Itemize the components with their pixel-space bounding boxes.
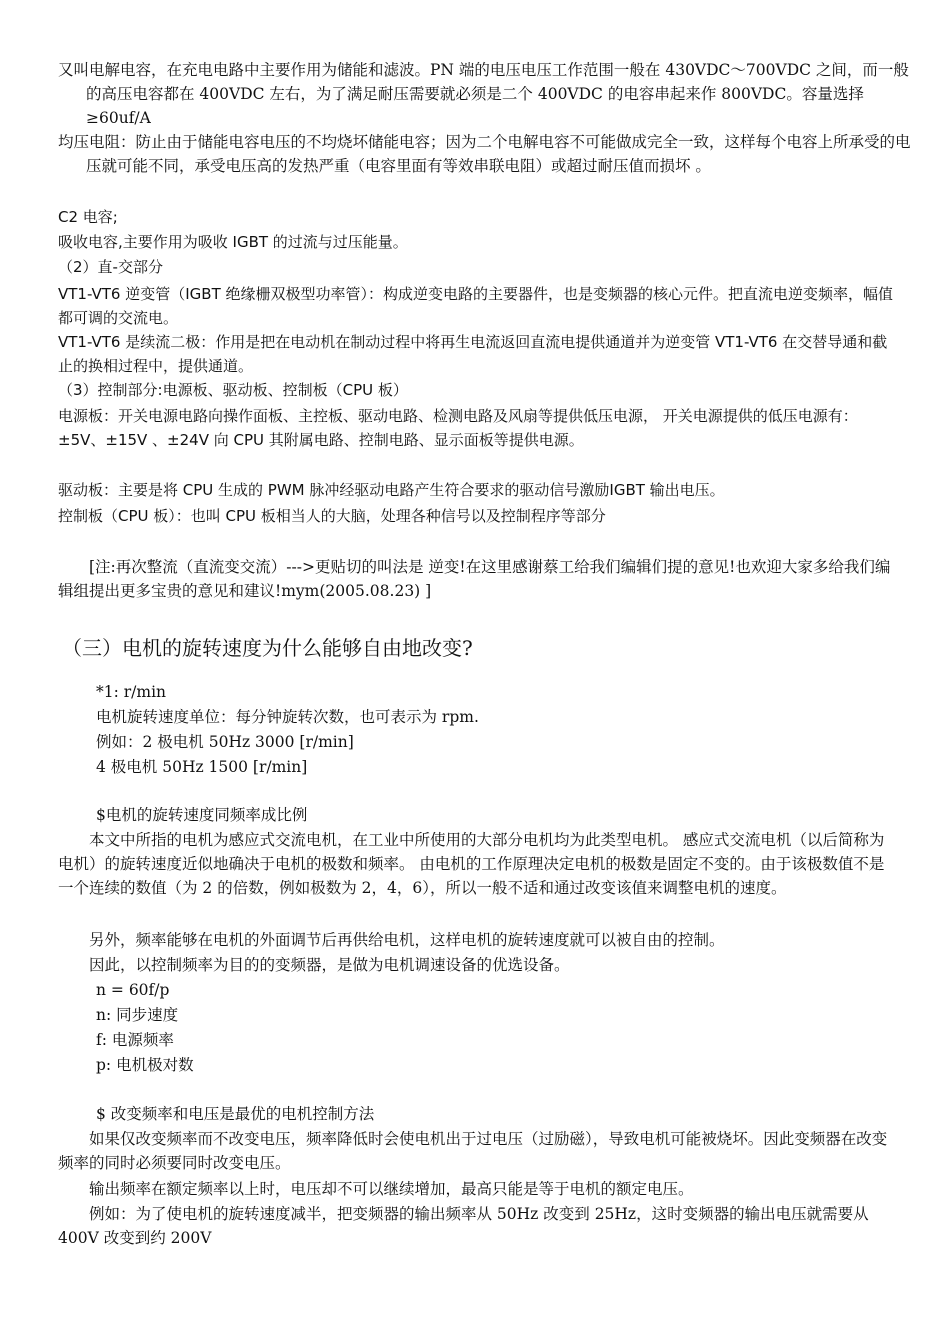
paragraph-driver-board: 驱动板：主要是将 CPU 生成的 PWM 脉冲经驱动电路产生符合要求的驱动信号激励IGBT 输出电压。 xyxy=(58,481,725,499)
paragraph-overvoltage: 如果仅改变频率而不改变电压，频率降低时会使电机出于过电压（过励磁），导致电机可能被烧坏。因此变频器在改变频率的同时必须要同时改变电压。 xyxy=(58,1130,888,1172)
subheading-best-control: $ 改变频率和电压是最优的电机控制方法 xyxy=(96,1105,375,1123)
paragraph-frequency-adjust: 另外，频率能够在电机的外面调节后再供给电机，这样电机的旋转速度就可以被自由的控制。 xyxy=(89,931,725,949)
paragraph-electrolytic-capacitor: 又叫电解电容，在充电电路中主要作用为储能和滤波。PN 端的电压电压工作范围一般在 430VDC～700VDC 之间，而一般的高压电容都在 400VDC 左右，为了满足耐压需要就必须是二个 400VDC 的电容串起来作 800VDC。容量选择≥60uf/A xyxy=(58,61,909,127)
paragraph-balancing-resistor: 均压电阻：防止由于储能电容电压的不均烧坏储能电容；因为二个电解电容不可能做成完全一致，这样每个电容上所承受的电压就可能不同，承受电压高的发热严重（电容里面有等效串联电阻）或超过耐压值而损坏 。 xyxy=(58,133,911,175)
paragraph-freewheel-diode: VT1-VT6 是续流二极：作用是把在电动机在制动过程中将再生电流返回直流电提供通道并为逆变管 VT1-VT6 在交替导通和截止的换相过程中，提供通道。 xyxy=(58,333,888,375)
line-unit-rmin: *1: r/min xyxy=(96,683,167,701)
paragraph-power-board: 电源板：开关电源电路向操作面板、主控板、驱动电路、检测电路及风扇等提供低压电源， 开关电源提供的低压电源有：±5V、±15V 、±24V 向 CPU 其附属电路、控制电路、显示面板等提供电源。 xyxy=(58,407,858,449)
line-example-2pole: 例如：2 极电机 50Hz 3000 [r/min] xyxy=(96,733,354,751)
line-example-4pole: 4 极电机 50Hz 1500 [r/min] xyxy=(96,758,308,776)
paragraph-control-board: 控制板（CPU 板）：也叫 CPU 板相当人的大脑，处理各种信号以及控制程序等部分 xyxy=(58,507,606,525)
formula-speed: n = 60f/p xyxy=(96,981,170,999)
paragraph-induction-motor: 本文中所指的电机为感应式交流电机，在工业中所使用的大部分电机均为此类型电机。 感应式交流电机（以后简称为电机）的旋转速度近似地确决于电机的极数和频率。 由电机的工作原理决定电机的极数是固定不变的。由于该极数值不是一个连续的数值（为 2 的倍数，例如极数为 2，4，6），所以一般不适和通过改变该值来调整电机的速度。 xyxy=(58,831,885,897)
formula-p-def: p: 电机极对数 xyxy=(96,1056,194,1074)
note-paragraph: [注:再次整流（直流变交流）--->更贴切的叫法是 逆变!在这里感谢蔡工给我们编辑们提的意见!也欢迎大家多给我们编辑组提出更多宝贵的意见和建议!mym(2005.08.23) ] xyxy=(58,558,891,600)
formula-n-def: n: 同步速度 xyxy=(96,1006,179,1024)
section-title-3: （三）电机的旋转速度为什么能够自由地改变? xyxy=(62,636,473,660)
formula-f-def: f: 电源频率 xyxy=(96,1031,174,1049)
paragraph-inverter-choice: 因此，以控制频率为目的的变频器，是做为电机调速设备的优选设备。 xyxy=(89,956,570,974)
subheading-speed-frequency: $电机的旋转速度同频率成比例 xyxy=(96,806,308,824)
line-speed-unit: 电机旋转速度单位：每分钟旋转次数，也可表示为 rpm. xyxy=(96,708,479,726)
paragraph-absorption-capacitor: 吸收电容,主要作用为吸收 IGBT 的过流与过压能量。 xyxy=(58,233,408,251)
paragraph-inverter-tubes: VT1-VT6 逆变管（IGBT 绝缘栅双极型功率管）：构成逆变电路的主要器件，也是变频器的核心元件。把直流电逆变频率，幅值都可调的交流电。 xyxy=(58,285,894,327)
paragraph-rated-voltage: 输出频率在额定频率以上时，电压却不可以继续增加，最高只能是等于电机的额定电压。 xyxy=(89,1180,694,1198)
paragraph-example-half-speed: 例如：为了使电机的旋转速度减半，把变频器的输出频率从 50Hz 改变到 25Hz，这时变频器的输出电压就需要从 400V 改变到约 200V xyxy=(58,1205,869,1247)
paragraph-c2-capacitor: C2 电容; xyxy=(58,208,118,226)
section-heading-dc-ac: （2）直-交部分 xyxy=(58,258,163,276)
section-heading-control: （3）控制部分:电源板、驱动板、控制板（CPU 板） xyxy=(58,381,408,399)
